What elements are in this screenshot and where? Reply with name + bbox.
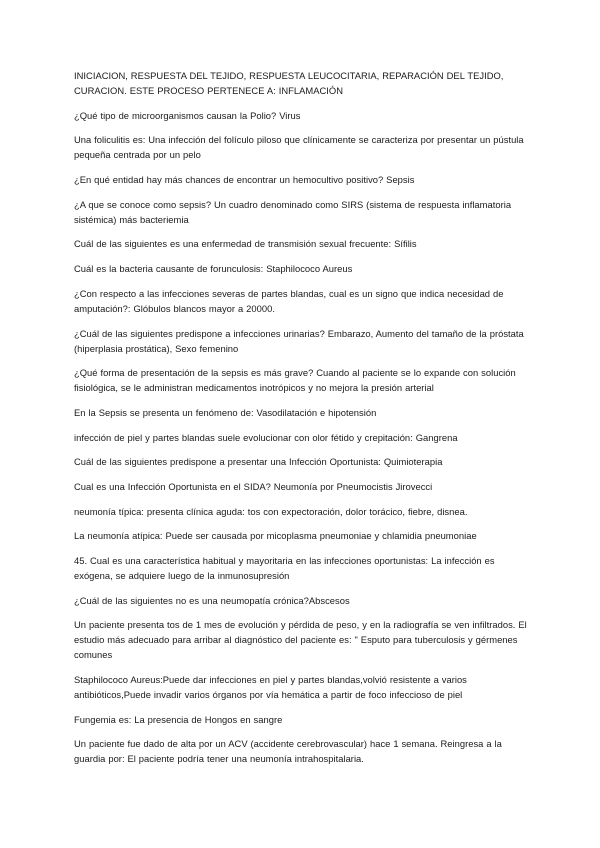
question-acv-neumonia: Un paciente fue dado de alta por un ACV (accidente cerebrovascular) hace 1 semana. Reingresa a la guardia por: El paciente podría tener una neumonía intrahospitalaria. xyxy=(74,738,502,765)
question-infecciones-urinarias: ¿Cuál de las siguientes predispone a infecciones urinarias? Embarazo, Aumento del tamaño de la próstata (hiperplasia prostática), Sexo femenino xyxy=(74,327,524,354)
question-sida: Cual es una Infección Oportunista en el SIDA? Neumonía por Pneumocistis Jirovecci xyxy=(74,480,433,492)
question-polio: ¿Qué tipo de microorganismos causan la Polio? Virus xyxy=(74,109,301,121)
question-forunculosis: Cuál es la bacteria causante de forunculosis: Staphilococo Aureus xyxy=(74,263,353,275)
question-fungemia: Fungemia es: La presencia de Hongos en sangre xyxy=(74,713,283,725)
question-ets: Cuál de las siguientes es una enfermedad de transmisión sexual frecuente: Sífilis xyxy=(74,238,417,250)
question-45-oportunistas: 45. Cual es una característica habitual y mayoritaria en las infecciones oportunistas: La infección es exógena, se adquiere luego de la inmunosupresión xyxy=(74,555,495,581)
question-infeccion-oportunista: Cuál de las siguientes predispone a presentar una Infección Oportunista: Quimioterapia xyxy=(74,456,443,468)
question-foliculitis: Una foliculitis es: Una infección del folículo piloso que clínicamente se caracteriza por presentar un pústula pequeña centrada por un pelo xyxy=(74,134,524,161)
question-tos-tuberculosis: Un paciente presenta tos de 1 mes de evolución y pérdida de peso, y en la radiografía se ven infiltrados. El estudio más adecuado para arribar al diagnóstico del paciente es: " Esputo para tuberculosis y gérmenes comunes xyxy=(74,619,527,661)
question-sepsis-definition: ¿A que se conoce como sepsis? Un cuadro denominado como SIRS (sistema de respuesta inflamatoria sistémica) más bacteriemia xyxy=(74,198,512,225)
document-page xyxy=(74,68,530,776)
question-neumopatia-cronica: ¿Cuál de las siguientes no es una neumopatía crónica?Abscesos xyxy=(74,594,350,606)
question-neumonia-tipica: neumonía típica: presenta clínica aguda: tos con expectoración, dolor torácico, fiebre, disnea. xyxy=(74,505,468,517)
question-sepsis-fenomeno: En la Sepsis se presenta un fenómeno de: Vasodilatación e hipotensión xyxy=(74,406,377,418)
question-staphilococo: Staphilococo Aureus:Puede dar infecciones en piel y partes blandas,volvió resistente a varios antibióticos,Puede invadir varios órganos por vía hemática a partir de foco infeccioso de piel xyxy=(74,674,467,701)
question-neumonia-atipica: La neumonía atípica: Puede ser causada por micoplasma pneumoniae y chlamidia pneumoniae xyxy=(74,530,477,542)
question-sepsis-grave: ¿Qué forma de presentación de la sepsis es más grave? Cuando al paciente se lo expande con solución fisiológica, se le administran medicamentos inotrópicos y no mejora la presión arterial xyxy=(74,367,516,394)
question-amputacion: ¿Con respecto a las infecciones severas de partes blandas, cual es un signo que indica necesidad de amputación?: Glóbulos blancos mayor a 20000. xyxy=(74,287,504,314)
question-hemocultivo: ¿En qué entidad hay más chances de encontrar un hemocultivo positivo? Sepsis xyxy=(74,174,415,186)
paragraph-inflamacion-header: INICIACION, RESPUESTA DEL TEJIDO, RESPUESTA LEUCOCITARIA, REPARACIÓN DEL TEJIDO, CURACION. ESTE PROCESO PERTENECE A: INFLAMACIÓN xyxy=(74,70,504,96)
question-gangrena: infección de piel y partes blandas suele evolucionar con olor fétido y crepitación: Gangrena xyxy=(74,431,458,443)
